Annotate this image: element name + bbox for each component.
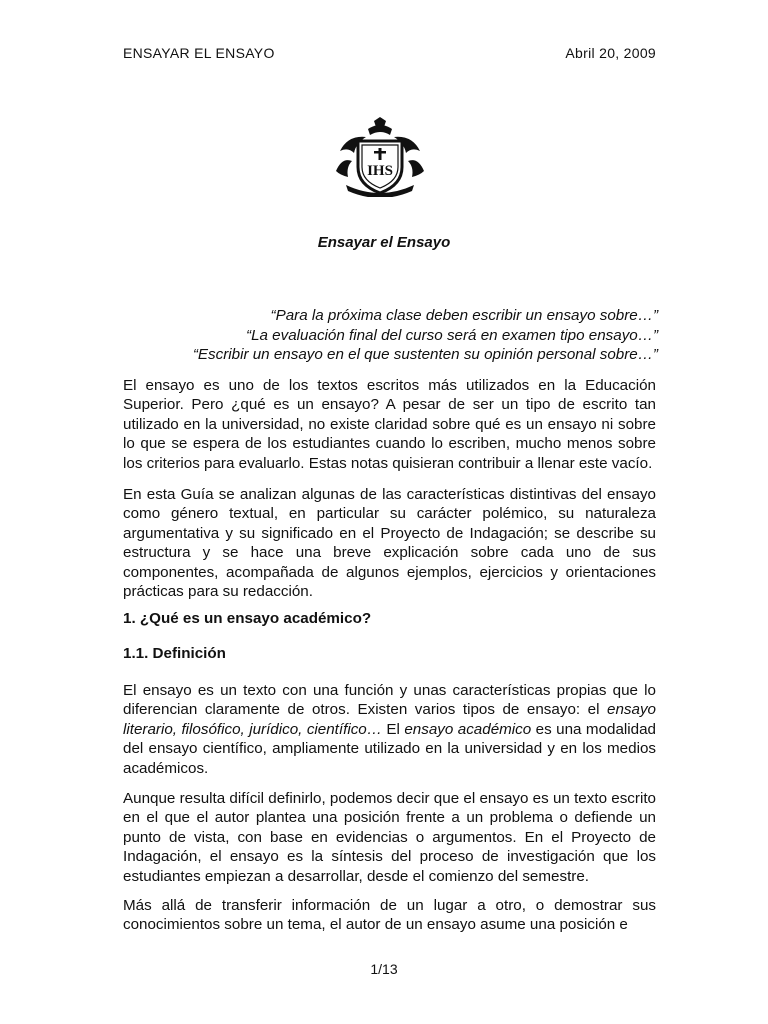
paragraph-intro: El ensayo es uno de los textos escritos más utilizados en la Educación Superior. Pero ¿qué es un ensayo? A pesar de ser un tipo de escrito tan utilizado en la universidad, no existe claridad sobre qué es un ensayo ni sobre lo que se espera de los estudiantes cuando lo escriben, mucho menos sobre los criterios para evaluarlo. Estas notas quisieran contribuir a llenar este vacío. xyxy=(123,377,656,472)
svg-text:IHS: IHS xyxy=(367,163,393,179)
text-span: El xyxy=(381,720,405,738)
paragraph-continuation: Más allá de transferir información de un lugar a otro, o demostrar sus conocimientos sobre un tema, el autor de un ensayo asume una posición e xyxy=(123,897,656,934)
ihs-seal-icon xyxy=(334,117,426,197)
paragraph-description: Aunque resulta difícil definirlo, podemos decir que el ensayo es un texto escrito en el que el autor plantea una posición frente a un problema o defiende un punto de vista, con base en evidencias o argumentos. En el Proyecto de Indagación, el ensayo es la síntesis del proceso de investigación que los estudiantes empiezan a desarrollar, desde el comienzo del semestre. xyxy=(123,790,656,885)
italic-text-span: ensayo académico xyxy=(404,720,532,738)
quote-line: “Para la próxima clase deben escribir un ensayo sobre…” xyxy=(270,307,658,324)
quote-line: “La evaluación final del curso será en examen tipo ensayo…” xyxy=(246,326,658,344)
epigraph-quotes xyxy=(193,306,658,365)
subsection-heading: 1.1. Definición xyxy=(123,645,226,662)
page-number: 1/13 xyxy=(370,961,398,977)
paragraph-guide: En esta Guía se analizan algunas de las características distintivas del ensayo como género textual, en particular su carácter polémico, su naturaleza argumentativa y su significado en el Proyecto de Indagación; se describe su estructura y se hace una breve explicación sobre cada uno de sus componentes, acompañada de algunos ejemplos, ejercicios y orientaciones prácticas para su redacción. xyxy=(123,486,656,601)
running-header-date: Abril 20, 2009 xyxy=(565,45,656,61)
document-title: Ensayar el Ensayo xyxy=(317,234,451,251)
italic-text-span: ensayo literario, filosófico, jurídico, científico… xyxy=(123,701,656,738)
text-span: es una modalidad del ensayo científico, ampliamente utilizado en la universidad y en los medios académicos. xyxy=(123,720,656,777)
section-heading: 1. ¿Qué es un ensayo académico? xyxy=(123,610,372,627)
paragraph-definition xyxy=(123,681,656,778)
running-header-title: ENSAYAR EL ENSAYO xyxy=(123,45,275,61)
quote-line: “Escribir un ensayo en el que sustenten su opinión personal sobre…” xyxy=(192,346,658,364)
text-span: El ensayo es un texto con una función y unas características propias que lo diferencian claramente de otros. Existen varios tipos de ensayo: el xyxy=(123,682,656,719)
